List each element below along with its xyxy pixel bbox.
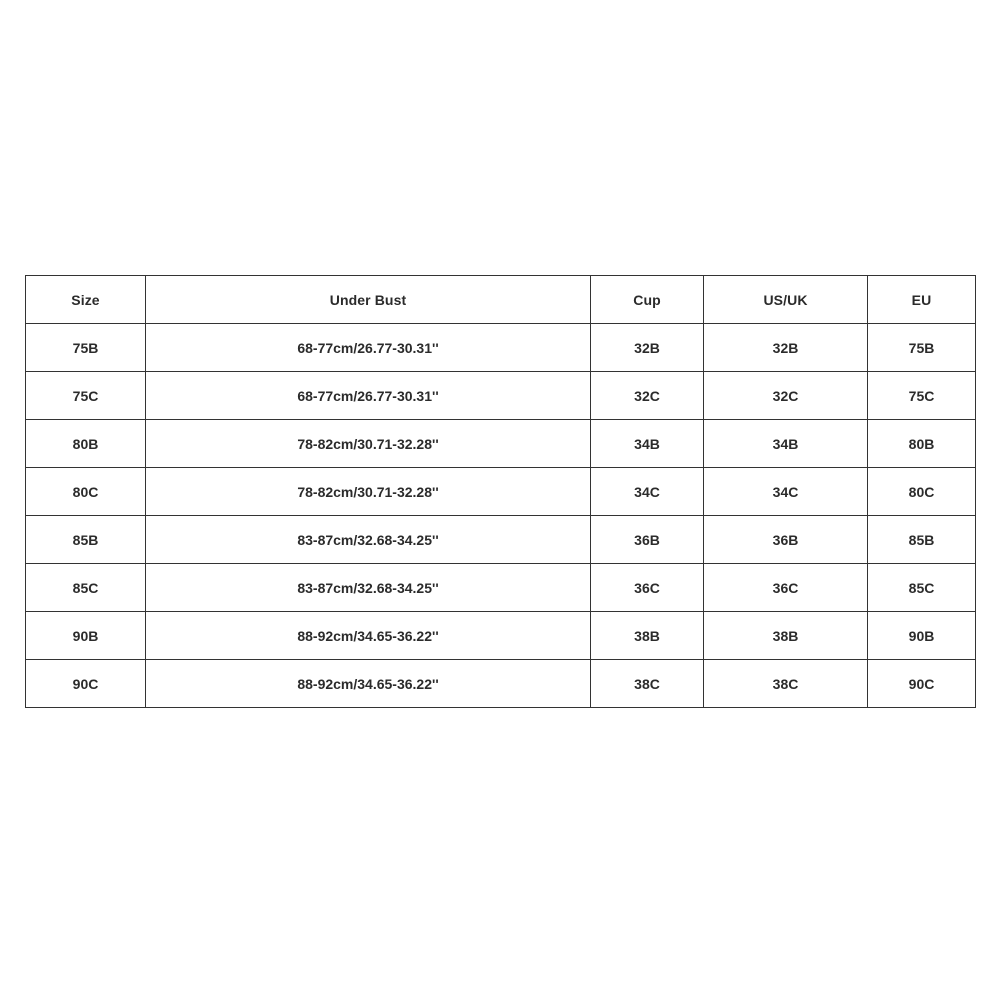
- cell-size: 75C: [26, 372, 146, 420]
- cell-under-bust: 68-77cm/26.77-30.31'': [146, 324, 591, 372]
- header-under-bust: Under Bust: [146, 276, 591, 324]
- cell-us-uk: 38C: [704, 660, 868, 708]
- cell-under-bust: 78-82cm/30.71-32.28'': [146, 420, 591, 468]
- cell-eu: 85C: [868, 564, 976, 612]
- cell-us-uk: 34C: [704, 468, 868, 516]
- header-cup: Cup: [591, 276, 704, 324]
- table-row: [26, 372, 976, 420]
- cell-eu: 85B: [868, 516, 976, 564]
- cell-under-bust: 78-82cm/30.71-32.28'': [146, 468, 591, 516]
- cell-under-bust: 88-92cm/34.65-36.22'': [146, 612, 591, 660]
- table-row: [26, 324, 976, 372]
- cell-size: 85B: [26, 516, 146, 564]
- cell-us-uk: 32B: [704, 324, 868, 372]
- cell-under-bust: 83-87cm/32.68-34.25'': [146, 564, 591, 612]
- cell-under-bust: 88-92cm/34.65-36.22'': [146, 660, 591, 708]
- table-row: [26, 516, 976, 564]
- cell-size: 85C: [26, 564, 146, 612]
- header-size: Size: [26, 276, 146, 324]
- cell-eu: 80B: [868, 420, 976, 468]
- cell-us-uk: 32C: [704, 372, 868, 420]
- cell-eu: 90B: [868, 612, 976, 660]
- header-eu: EU: [868, 276, 976, 324]
- cell-cup: 34C: [591, 468, 704, 516]
- cell-cup: 38C: [591, 660, 704, 708]
- cell-us-uk: 36B: [704, 516, 868, 564]
- cell-under-bust: 83-87cm/32.68-34.25'': [146, 516, 591, 564]
- cell-cup: 36C: [591, 564, 704, 612]
- cell-cup: 32B: [591, 324, 704, 372]
- table-row: [26, 468, 976, 516]
- cell-size: 80C: [26, 468, 146, 516]
- size-chart-table: [25, 275, 976, 708]
- header-us-uk: US/UK: [704, 276, 868, 324]
- cell-size: 80B: [26, 420, 146, 468]
- cell-size: 90B: [26, 612, 146, 660]
- cell-cup: 32C: [591, 372, 704, 420]
- cell-eu: 75C: [868, 372, 976, 420]
- table-row: [26, 660, 976, 708]
- table-row: [26, 564, 976, 612]
- cell-size: 75B: [26, 324, 146, 372]
- cell-cup: 34B: [591, 420, 704, 468]
- cell-cup: 36B: [591, 516, 704, 564]
- table-row: [26, 612, 976, 660]
- cell-eu: 90C: [868, 660, 976, 708]
- cell-us-uk: 34B: [704, 420, 868, 468]
- cell-us-uk: 38B: [704, 612, 868, 660]
- header-row: [26, 276, 976, 324]
- table-row: [26, 420, 976, 468]
- cell-eu: 75B: [868, 324, 976, 372]
- cell-under-bust: 68-77cm/26.77-30.31'': [146, 372, 591, 420]
- cell-cup: 38B: [591, 612, 704, 660]
- cell-eu: 80C: [868, 468, 976, 516]
- cell-us-uk: 36C: [704, 564, 868, 612]
- cell-size: 90C: [26, 660, 146, 708]
